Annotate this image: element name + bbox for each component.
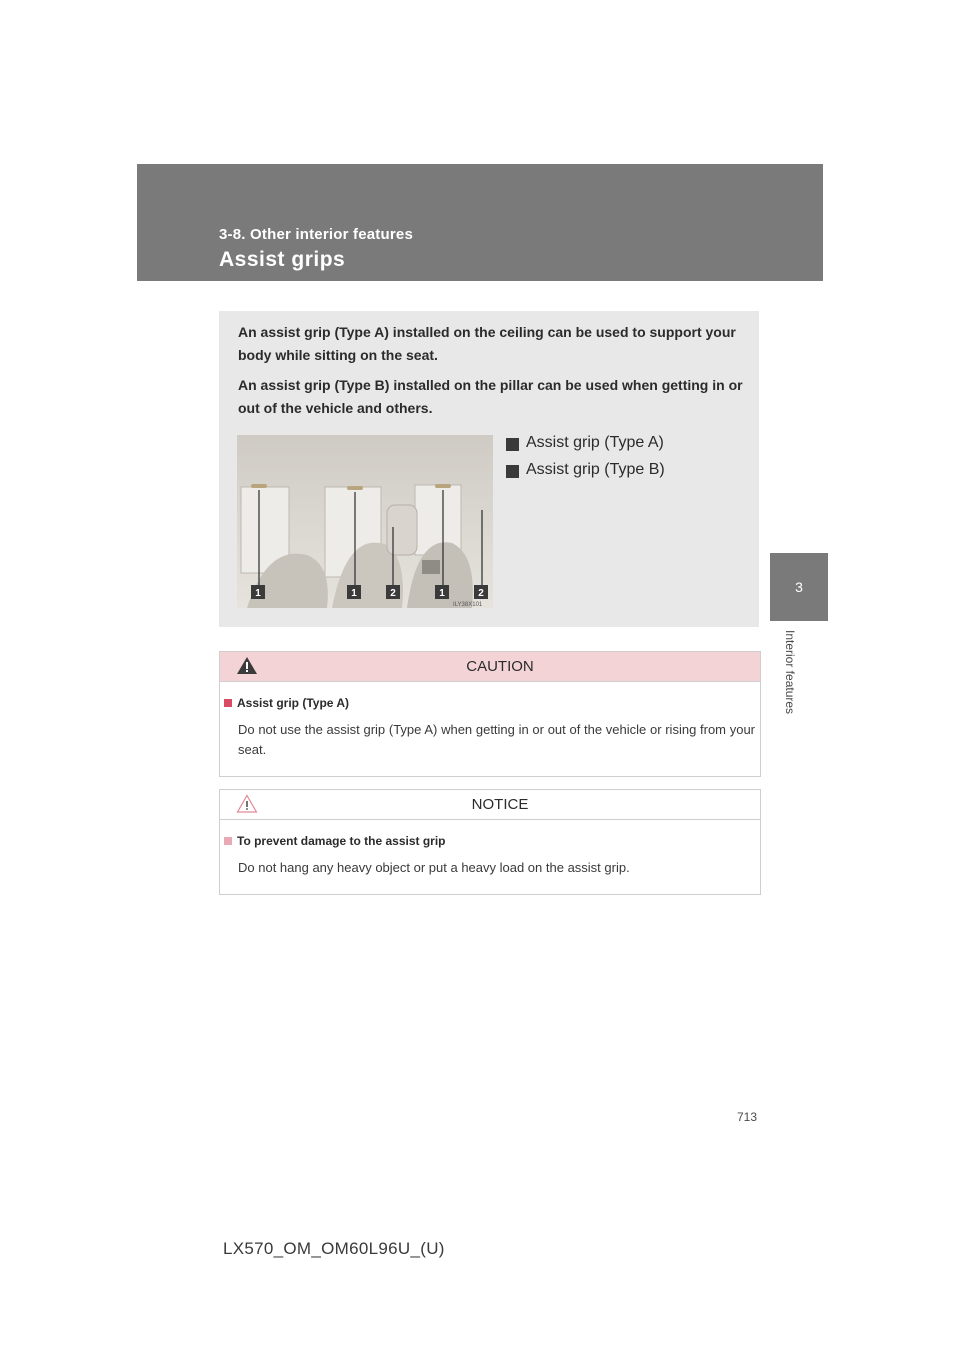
section-label: 3-8. Other interior features xyxy=(219,226,413,243)
notice-item-text: Do not hang any heavy object or put a heavy load on the assist grip. xyxy=(238,860,630,875)
legend-label: Assist grip (Type B) xyxy=(526,460,665,478)
legend-item xyxy=(506,429,665,456)
intro-panel xyxy=(219,311,759,627)
figure-callout: 1 xyxy=(255,588,261,599)
number-2-icon xyxy=(506,465,519,478)
chapter-number: 3 xyxy=(795,579,803,595)
notice-heading: NOTICE xyxy=(471,796,529,813)
page-title: Assist grips xyxy=(219,248,346,271)
intro-paragraph-1: An assist grip (Type A) installed on the ceiling can be used to support your body while sitting on the seat. xyxy=(238,324,736,363)
figure-callout: 2 xyxy=(390,588,396,599)
document-code: LX570_OM_OM60L96U_(U) xyxy=(223,1239,445,1258)
bullet-square-icon xyxy=(224,837,232,845)
page-header xyxy=(137,164,823,281)
figure-code: ILY38X101 xyxy=(453,602,483,608)
warning-icon xyxy=(236,656,258,675)
interior-photo-graphic xyxy=(237,435,493,608)
figure-callout: 2 xyxy=(478,588,484,599)
figure-legend xyxy=(506,429,665,483)
chapter-label: Interior features xyxy=(783,630,797,715)
caution-item-text: Do not use the assist grip (Type A) when getting in or out of the vehicle or rising from your seat. xyxy=(238,722,755,757)
caution-item-title: Assist grip (Type A) xyxy=(224,696,349,710)
number-1-icon xyxy=(506,438,519,451)
assist-grip-illustration xyxy=(237,435,493,608)
notice-box xyxy=(219,789,761,895)
notice-item-title: To prevent damage to the assist grip xyxy=(224,834,446,848)
figure-callout: 1 xyxy=(351,588,357,599)
warning-outline-icon xyxy=(236,794,258,813)
legend-label: Assist grip (Type A) xyxy=(526,433,664,451)
bullet-square-icon xyxy=(224,699,232,707)
page-number: 713 xyxy=(737,1110,758,1124)
legend-item xyxy=(506,456,665,483)
caution-heading: CAUTION xyxy=(466,658,534,675)
notice-header xyxy=(220,790,760,820)
caution-header xyxy=(220,652,760,682)
intro-paragraph-2: An assist grip (Type B) installed on the pillar can be used when getting in or out of the vehicle and others. xyxy=(238,377,743,416)
figure-callout: 1 xyxy=(439,588,445,599)
caution-box xyxy=(219,651,761,777)
chapter-tab xyxy=(770,553,828,621)
